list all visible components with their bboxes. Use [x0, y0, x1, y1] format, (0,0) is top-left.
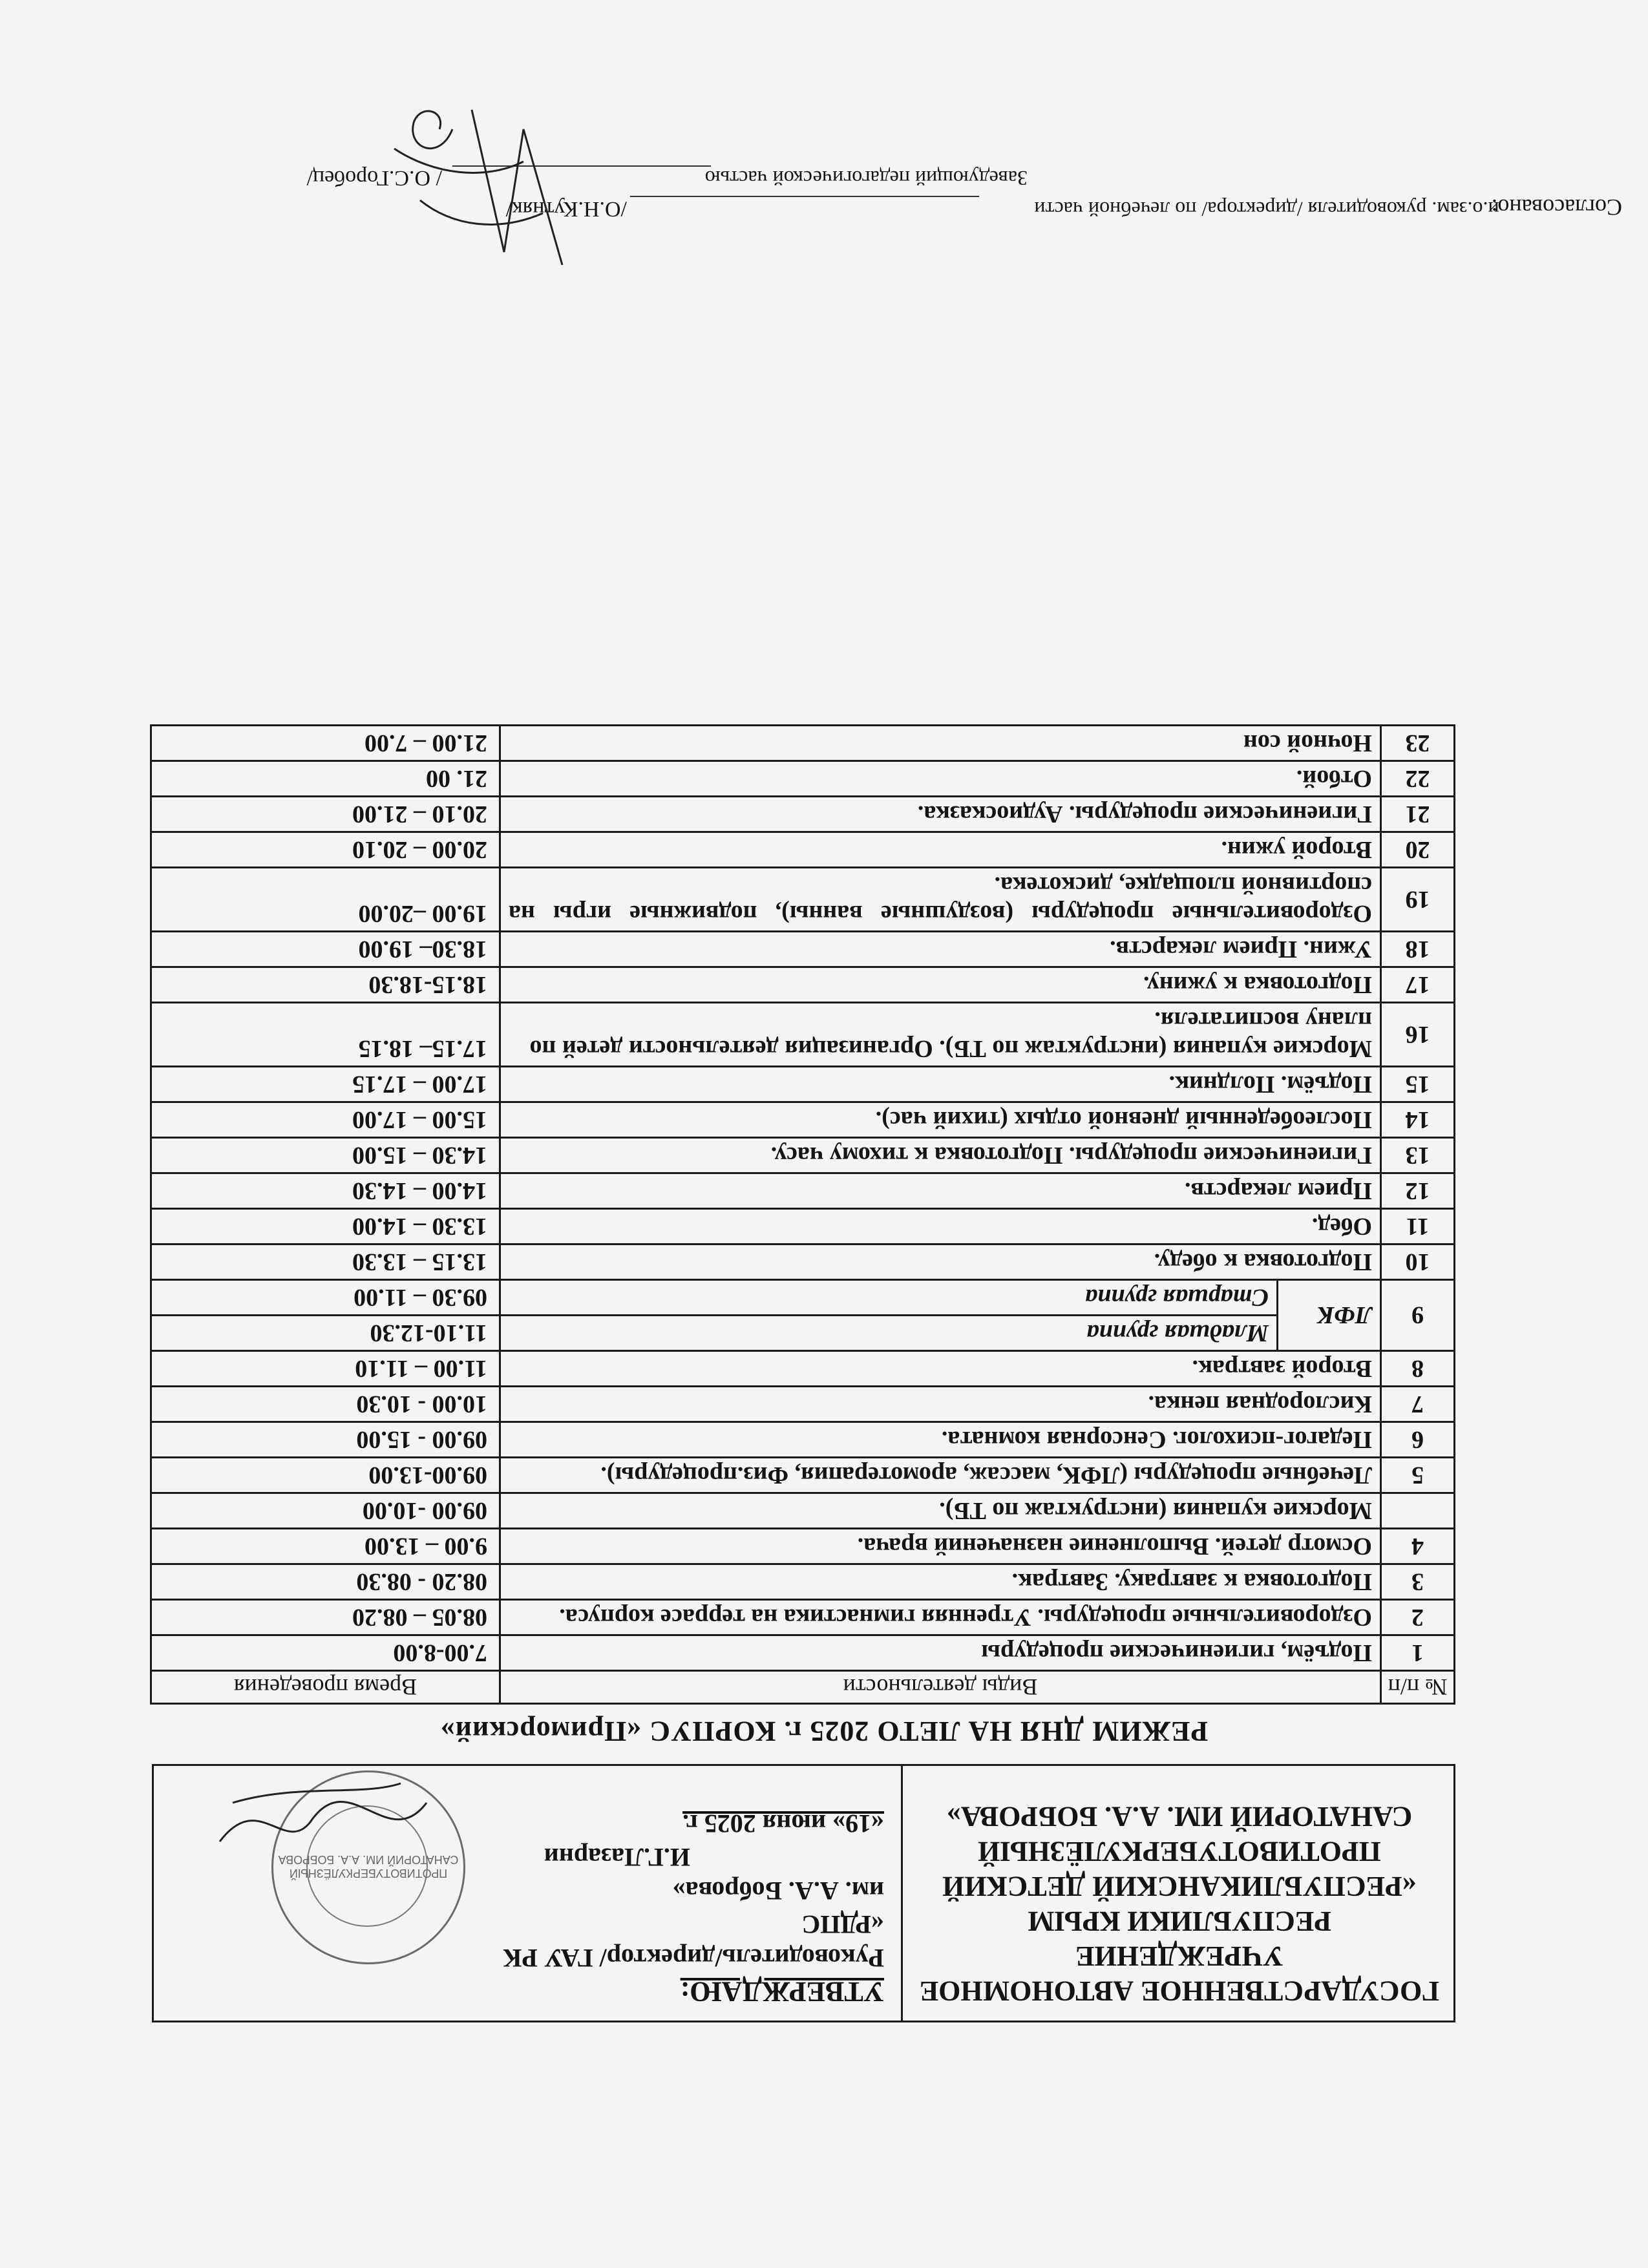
table-row	[151, 1564, 1455, 1600]
signatory-1-position: и.о.зам. руководителя /директора/ по лечебной части	[1034, 198, 1499, 221]
row-time: 21.00 – 7.00	[151, 726, 500, 761]
row-activity: Прием лекарств.	[500, 1173, 1381, 1209]
table-row	[151, 1138, 1455, 1173]
table-row	[151, 1351, 1455, 1387]
signature-line-1	[630, 196, 979, 197]
approver-name: И.Г.Лазарни	[544, 1843, 690, 1872]
row-activity: Обед.	[500, 1209, 1381, 1244]
approver-position: Руководитель/директор/ ГАУ РК	[503, 1944, 884, 1973]
row-time: 17.15– 18.15	[151, 1003, 500, 1067]
row-activity: Ночной сон	[500, 726, 1381, 761]
row-time: 11.00 – 11.10	[151, 1351, 500, 1387]
row-num: 17	[1381, 967, 1455, 1003]
row-activity: Лечебные процедуры (ЛФК, массаж, аромотерапия, Физ.процедуры).	[500, 1458, 1381, 1493]
approver-org-name: им. А.А. Боброва»	[672, 1876, 884, 1906]
table-row	[151, 1529, 1455, 1564]
row-num: 5	[1381, 1458, 1455, 1493]
row-time: 08.05 – 08.20	[151, 1600, 500, 1635]
table-row	[151, 832, 1455, 868]
row-time: 09.30 – 11.00	[151, 1280, 500, 1316]
institution-name	[918, 1799, 1441, 2008]
header-divider	[901, 1764, 903, 2022]
row-activity: Осмотр детей. Выполнение назначений врача.	[500, 1529, 1381, 1564]
row-time: 09.00-13.00	[151, 1458, 500, 1493]
signatory-2-name: / О.С.Горобец/	[306, 166, 442, 190]
row-num: 12	[1381, 1173, 1455, 1209]
row-time: 18.30– 19.00	[151, 932, 500, 967]
row-activity: Подъём, гигиенические процедуры	[500, 1635, 1381, 1671]
approve-title: УТВЕРЖДАЮ:	[680, 1976, 884, 2008]
row-num: 9	[1381, 1280, 1455, 1351]
row-activity: Морские купания (инструктаж по ТБ).	[500, 1493, 1381, 1529]
row-activity: Подготовка к завтраку. Завтрак.	[500, 1564, 1381, 1600]
row-activity: Отбой.	[500, 761, 1381, 797]
institution-line: РЕСПУБЛИКИ КРЫМ	[1027, 1906, 1332, 1937]
table-row	[151, 1102, 1455, 1138]
row-time: 10.00 - 10.30	[151, 1387, 500, 1422]
institution-line: УЧРЕЖДЕНИЕ	[1075, 1940, 1284, 1972]
table-row-lfk-senior	[151, 1280, 1455, 1316]
row-num: 3	[1381, 1564, 1455, 1600]
approval-date: «19» июня 2025 г.	[682, 1809, 884, 1838]
row-num: 6	[1381, 1422, 1455, 1458]
row-time: 18.15-18.30	[151, 967, 500, 1003]
row-time: 08.20 - 08.30	[151, 1564, 500, 1600]
table-row	[151, 1173, 1455, 1209]
row-activity: Морские купания (инструктаж по ТБ). Организация деятельности детей по плану воспитателя.	[500, 1003, 1381, 1067]
row-activity: Оздоровительные процедуры (воздушные ванны), подвижные игры на спортивной площадке, дискотека.	[500, 868, 1381, 932]
signatory-1-name: /О.Н.Кутняк/	[505, 197, 627, 221]
institution-line: ПРОТИВОТУБЕРКУЛЁЗНЫЙ	[978, 1836, 1381, 1867]
row-activity: Подъём. Полдник.	[500, 1067, 1381, 1102]
row-time: 20.00 – 20.10	[151, 832, 500, 868]
header-time: Время проведения	[151, 1671, 500, 1704]
row-num: 13	[1381, 1138, 1455, 1173]
row-time: 19.00 –20.00	[151, 868, 500, 932]
table-row	[151, 1003, 1455, 1067]
table-row	[151, 1600, 1455, 1635]
row-activity: Гигиенические процедуры. Аудиосказка.	[500, 797, 1381, 832]
seal-text: ПРОТИВОТУБЕРКУЛЁЗНЫЙ САНАТОРИЙ ИМ. А.А. БОБРОВА	[278, 1853, 459, 1880]
institution-line: ГОСУДАРСТВЕННОЕ АВТОНОМНОЕ	[919, 1975, 1440, 2007]
row-time: 21. 00	[151, 761, 500, 797]
row-activity: Гигиенические процедуры. Подготовка к тихому часу.	[500, 1138, 1381, 1173]
row-time: 09.00 - 15.00	[151, 1422, 500, 1458]
table-row	[151, 967, 1455, 1003]
row-num: 10	[1381, 1244, 1455, 1280]
table-header-row	[151, 1671, 1455, 1704]
row-time: 20.10 – 21.00	[151, 797, 500, 832]
table-row-lfk-junior	[151, 1316, 1455, 1351]
table-row	[151, 726, 1455, 761]
table-row	[151, 1635, 1455, 1671]
row-time: 14.30 – 15.00	[151, 1138, 500, 1173]
row-num: 16	[1381, 1003, 1455, 1067]
row-num: 21	[1381, 797, 1455, 832]
table-row	[151, 1244, 1455, 1280]
table-row	[151, 1209, 1455, 1244]
document-title: РЕЖИМ ДНЯ НА ЛЕТО 2025 г. КОРПУС «Приморский»	[439, 1716, 1209, 1747]
group-junior: Младшая группа	[500, 1316, 1278, 1351]
signatory-2-position: Заведующий педагогической частью	[704, 167, 1028, 190]
row-num	[1381, 1493, 1455, 1529]
row-activity: Подготовка к ужину.	[500, 967, 1381, 1003]
row-activity: Второй ужин.	[500, 832, 1381, 868]
row-activity: ЛФК	[1278, 1280, 1381, 1351]
row-activity: Подготовка к обеду.	[500, 1244, 1381, 1280]
approval-signature	[194, 1751, 439, 1880]
header-activity: Виды деятельности	[500, 1671, 1381, 1704]
table-row	[151, 868, 1455, 932]
table-row	[151, 1458, 1455, 1493]
institution-line: САНАТОРИЙ ИМ. А.А. БОБРОВА»	[946, 1801, 1413, 1832]
row-num: 15	[1381, 1067, 1455, 1102]
header-num: № п/п	[1381, 1671, 1455, 1704]
row-num: 11	[1381, 1209, 1455, 1244]
row-time: 13.15 – 13.30	[151, 1244, 500, 1280]
table-row	[151, 797, 1455, 832]
approver-org: «РДПС	[801, 1910, 884, 1939]
row-num: 23	[1381, 726, 1455, 761]
row-activity: Ужин. Прием лекарств.	[500, 932, 1381, 967]
row-num: 4	[1381, 1529, 1455, 1564]
row-num: 22	[1381, 761, 1455, 797]
table-row	[151, 1493, 1455, 1529]
row-time: 13.30 – 14.00	[151, 1209, 500, 1244]
row-num: 7	[1381, 1387, 1455, 1422]
row-num: 14	[1381, 1102, 1455, 1138]
row-time: 09.00 -10.00	[151, 1493, 500, 1529]
row-num: 18	[1381, 932, 1455, 967]
row-time: 15.00 – 17.00	[151, 1102, 500, 1138]
row-time: 17.00 – 17.15	[151, 1067, 500, 1102]
row-time: 11.10-12.30	[151, 1316, 500, 1351]
group-senior: Старшая группа	[500, 1280, 1278, 1316]
row-activity: Послеобеденный дневной отдых (тихий час).	[500, 1102, 1381, 1138]
row-num: 1	[1381, 1635, 1455, 1671]
agreed-label: Согласовано:	[1491, 194, 1622, 220]
institution-line: «РЕСПУБЛИКАНСКИЙ ДЕТСКИЙ	[942, 1871, 1417, 1902]
handwritten-signatures	[368, 97, 601, 291]
row-num: 20	[1381, 832, 1455, 868]
row-activity: Второй завтрак.	[500, 1351, 1381, 1387]
row-num: 8	[1381, 1351, 1455, 1387]
table-row	[151, 932, 1455, 967]
row-activity: Оздоровительные процедуры. Утренняя гимнастика на террасе корпуса.	[500, 1600, 1381, 1635]
row-num: 19	[1381, 868, 1455, 932]
table-row	[151, 761, 1455, 797]
table-row	[151, 1387, 1455, 1422]
row-time: 9.00 – 13.00	[151, 1529, 500, 1564]
row-activity: Кислородная пенка.	[500, 1387, 1381, 1422]
row-num: 2	[1381, 1600, 1455, 1635]
row-time: 7.00-8.00	[151, 1635, 500, 1671]
row-time: 14.00 – 14.30	[151, 1173, 500, 1209]
table-row	[151, 1067, 1455, 1102]
row-activity: Педагог-психолог. Сенсорная комната.	[500, 1422, 1381, 1458]
schedule-table	[150, 724, 1455, 1705]
table-row	[151, 1422, 1455, 1458]
